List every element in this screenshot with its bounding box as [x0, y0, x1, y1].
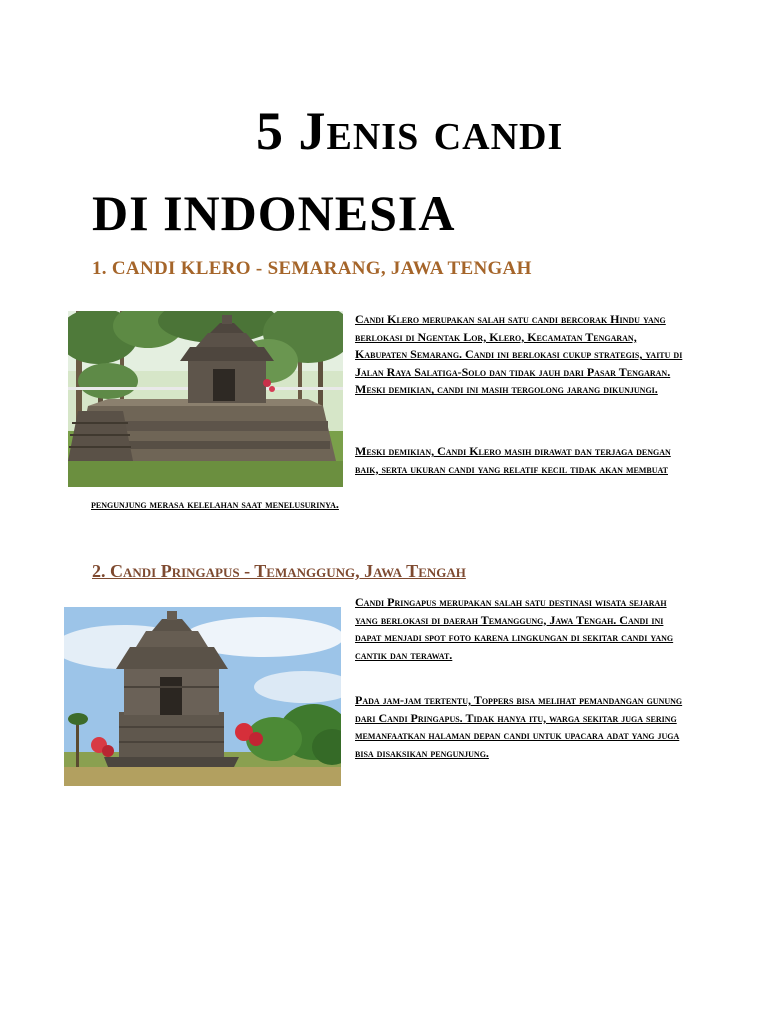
section-2-heading: 2. Candi Pringapus - Temanggung, Jawa Tengah [92, 561, 466, 581]
document-title-line-1: 5 Jenis candi [256, 101, 564, 161]
candi-pringapus-photo [64, 607, 341, 786]
section-1-paragraph-2-tail: pengunjung merasa kelelahan saat menelusurinya. [91, 497, 339, 511]
section-2-paragraph-1: Candi Pringapus merupakan salah satu destinasi wisata sejarah yang berlokasi di daerah Temanggung, Jawa Tengah. Candi ini dapat menjadi spot foto karena lingkungan di sekitar candi yang cantik dan terawat. [355, 595, 674, 662]
section-1-paragraph-2: Meski demikian, Candi Klero masih dirawat dan terjaga dengan baik, serta ukuran candi yang relatif kecil tidak akan membuat [355, 444, 671, 476]
section-1-heading: 1. CANDI KLERO - SEMARANG, JAWA TENGAH [92, 258, 532, 279]
section-1-paragraph-1: Candi Klero merupakan salah satu candi bercorak Hindu yang berlokasi di Ngentak Lor, Klero, Kecamatan Tengaran, Kabupaten Semarang. Candi ini berlokasi cukup strategis, yaitu di Jalan Raya Salatiga-Solo dan tidak jauh dari Pasar Tengaran. Meski demikian, candi ini masih tergolong jarang dikunjungi. [355, 312, 683, 397]
section-2-paragraph-2: Pada jam-jam tertentu, Toppers bisa melihat pemandangan gunung dari Candi Pringapus. Tidak hanya itu, warga sekitar juga sering memanfaatkan halaman depan candi untuk upacara adat yang juga bisa disaksikan pengunjung. [355, 693, 683, 760]
document-title-line-2: DI INDONESIA [92, 185, 456, 241]
candi-klero-photo [68, 311, 343, 487]
